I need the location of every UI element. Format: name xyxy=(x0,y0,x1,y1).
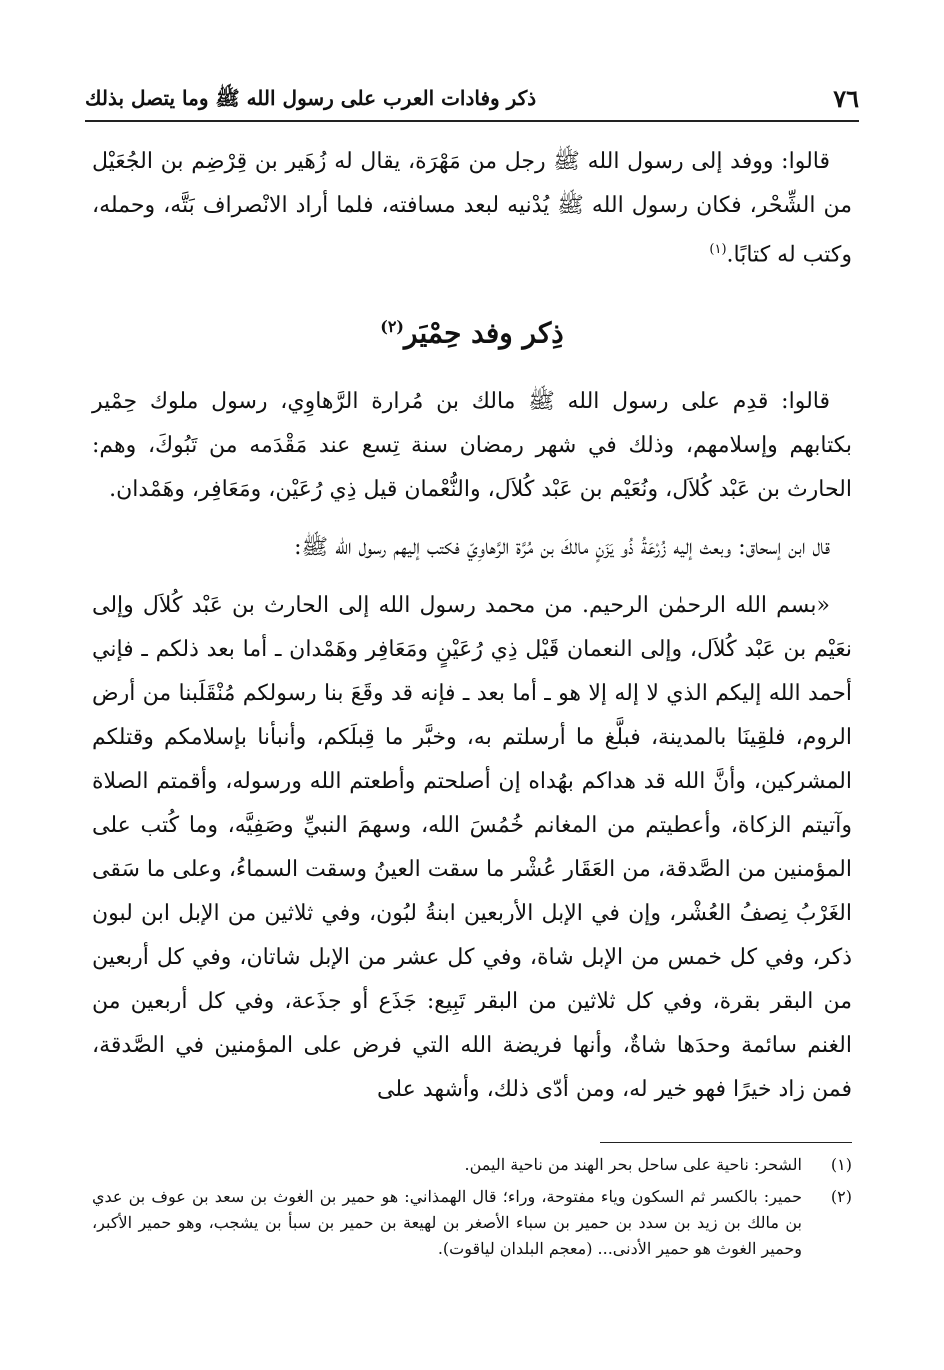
section-heading-himyar xyxy=(92,307,852,353)
page-number: ٧٦ xyxy=(833,84,859,113)
footnote-divider xyxy=(600,1142,852,1143)
section-heading-text: ذِكر وفد حِمْيَر xyxy=(404,316,564,350)
footnote-ref-1: (١) xyxy=(709,242,727,257)
paragraph-ibn-ishaq: قال ابن إسحاق: وبعث إليه زُرْعَةُ ذُو يَزَنٍ مالكَ بن مُرَّة الرَّهاوِيّ فكتب إليهم رسول الله ﷺ: xyxy=(294,534,830,560)
footnote-text: حمير: بالكسر ثم السكون وياء مفتوحة، وراء؛ قال الهمذاني: هو حمير بن الغوث بن سعد بن عوف بن عدي بن مالك بن زيد بن سدد بن حمير بن سباء الأصغر بن لهيعة بن حمير بن سبأ بن يشجب، وهو حمير الأكبر، وحمير الغوث هو حمير الأدنى... (معجم البلدان لياقوت). xyxy=(92,1187,803,1258)
footnote-text: الشحر: ناحية على ساحل بحر الهند من ناحية اليمن. xyxy=(464,1155,802,1174)
paragraph-letter: «بسم الله الرحمٰن الرحيم. من محمد رسول الله إلى الحارث بن عَبْد كُلاَل وإلى نعَيْم بن عَبْد كُلاَل، وإلى النعمان قَيْل ذِي رُعَيْنٍ ومَعَافِر وهَمْدان ـ أما بعد ذلكم ـ فإني أحمد الله إليكم الذي لا إله إلا هو ـ أما بعد ـ فإنه قد وقَعَ بنا رسولكم مُنْقَلَبنا من أرض الروم، فلقِينَا بالمدينة، فبلَّغ ما أرسلتم به، وخبَّر ما قِبلَكم، وأنبأنا بإسلامكم وقتلكم المشركين، وأنَّ الله قد هداكم بهُداه إن أصلحتم وأطعتم الله ورسوله، وأقمتم الصلاة وآتيتم الزكاة، وأعطيتم من المغانم خُمُسَ الله، وسهمَ النبيِّ وصَفِيَّه، وما كُتب على المؤمنين من الصَّدقة، من العَقَار عُشْر ما سقت العينُ وسقت السماءُ، وعلى ما سَقى الغَرْبُ نِصفُ العُشْر، وإن في الإبل الأربعين ابنةُ لبُون، وفي ثلاثين من الإبل ابن لبون ذكر، وفي كل خمس من الإبل شاة، وفي كل عشر من الإبل شاتان، وفي كل أربعين من البقر بقرة، وفي كل ثلاثين من البقر تَبِيع: جَذَع أو جذَعة، وفي كل أربعين من الغنم سائمة وحدَها شاةٌ، وأنها فريضة الله التي فرض على المؤمنين في الصَّدقة، فمن زاد خيرًا فهو خير له، ومن أدّى ذلك، وأشهد على xyxy=(92,592,852,1102)
main-text xyxy=(92,140,852,1112)
footnote-number: (٢) xyxy=(830,1187,852,1206)
running-title: ذكر وفادات العرب على رسول الله ﷺ وما يتصل بذلك xyxy=(85,86,537,110)
footnote-number: (١) xyxy=(830,1155,852,1174)
footnotes xyxy=(92,1152,852,1268)
running-header xyxy=(85,80,859,122)
footnote-ref-2: (٢) xyxy=(380,317,404,337)
paragraph-mahra-text: قالوا: ووفد إلى رسول الله ﷺ رجل من مَهْرَة، يقال له زُهَير بن قِرْضِم بن الجُعَيْل من الشِّحْر، فكان رسول الله ﷺ يُدْنيه لبعد مسافته، فلما أراد الانْصراف بَتَّه، وحمله، وكتب له كتابًا. xyxy=(92,149,852,268)
paragraph-gap xyxy=(92,512,852,526)
paragraph-mahra xyxy=(92,140,852,277)
paragraph-gap xyxy=(92,570,852,584)
footnote-2 xyxy=(92,1184,852,1262)
paragraph-himyar-delegation: قالوا: قدِم على رسول الله ﷺ مالك بن مُرارة الرَّهاوِي، رسول ملوك حِمْير بكتابهم وإسلامهم، وذلك في شهر رمضان سنة تِسع عند مَقْدَمه من تَبُوكَ، وهم: الحارث بن عَبْد كُلاَل، ونُعَيْم بن عَبْد كُلاَل، والنُّعْمان قيل ذِي رُعَيْن، ومَعَافِر، وهَمْدان. xyxy=(92,388,852,502)
footnote-1 xyxy=(92,1152,852,1178)
